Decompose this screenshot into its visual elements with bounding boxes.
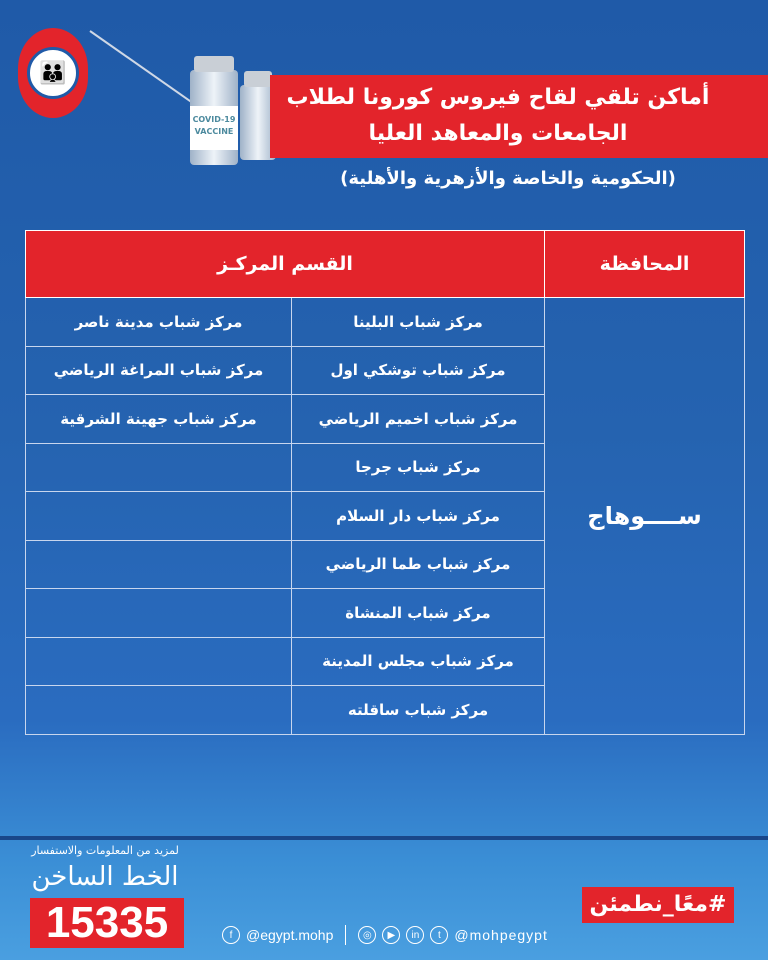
page-title — [248, 80, 748, 152]
center-cell — [26, 443, 292, 492]
facebook-icon[interactable]: f — [222, 926, 240, 944]
center-cell: مركز شباب مجلس المدينة — [292, 637, 545, 686]
divider — [0, 836, 768, 840]
title-line-1: أماكن تلقي لقاح فيروس كورونا لطلاب — [286, 85, 710, 110]
title-line-2: الجامعات والمعاهد العليا — [368, 121, 628, 146]
header-centers: القسم المركـز — [26, 231, 545, 298]
facebook-handle[interactable]: @egypt.mohp — [246, 927, 334, 943]
social-handle[interactable]: @mohpegypt — [454, 927, 548, 943]
info-text: لمزيد من المعلومات والاستفسار — [31, 844, 179, 857]
divider — [345, 925, 346, 945]
linkedin-icon[interactable]: in — [406, 926, 424, 944]
hotline-label: الخط الساخن — [31, 862, 179, 892]
center-cell — [26, 492, 292, 541]
social-links — [222, 925, 548, 945]
vial-label: COVID-19 VACCINE — [190, 106, 238, 150]
center-cell: مركز شباب طما الرياضي — [292, 540, 545, 589]
center-cell: مركز شباب اخميم الرياضي — [292, 395, 545, 444]
youtube-icon[interactable]: ▶ — [382, 926, 400, 944]
center-cell — [26, 686, 292, 735]
centers-table — [25, 230, 745, 735]
center-cell — [26, 589, 292, 638]
twitter-icon[interactable]: t — [430, 926, 448, 944]
center-cell: مركز شباب جرجا — [292, 443, 545, 492]
hashtag: #معًا_نطمئن — [582, 887, 734, 923]
ministry-logo — [18, 28, 88, 118]
center-cell: مركز شباب مدينة ناصر — [26, 298, 292, 347]
instagram-icon[interactable]: ◎ — [358, 926, 376, 944]
header-governorate: المحافظة — [545, 231, 745, 298]
center-cell: مركز شباب المراغة الرياضي — [26, 346, 292, 395]
center-cell: مركز شباب ساقلته — [292, 686, 545, 735]
family-icon: 👪 — [27, 47, 79, 99]
hotline-number: 15335 — [30, 898, 184, 948]
table-row — [26, 298, 745, 347]
center-cell: مركز شباب توشكي اول — [292, 346, 545, 395]
center-cell: مركز شباب المنشاة — [292, 589, 545, 638]
center-cell: مركز شباب جهينة الشرقية — [26, 395, 292, 444]
page-subtitle: (الحكومية والخاصة والأزهرية والأهلية) — [340, 168, 676, 189]
governorate-cell: ســــوهاج — [545, 298, 745, 735]
center-cell — [26, 540, 292, 589]
center-cell — [26, 637, 292, 686]
center-cell: مركز شباب دار السلام — [292, 492, 545, 541]
center-cell: مركز شباب البلينا — [292, 298, 545, 347]
vaccine-vial — [190, 70, 238, 165]
syringe-needle — [89, 30, 205, 112]
